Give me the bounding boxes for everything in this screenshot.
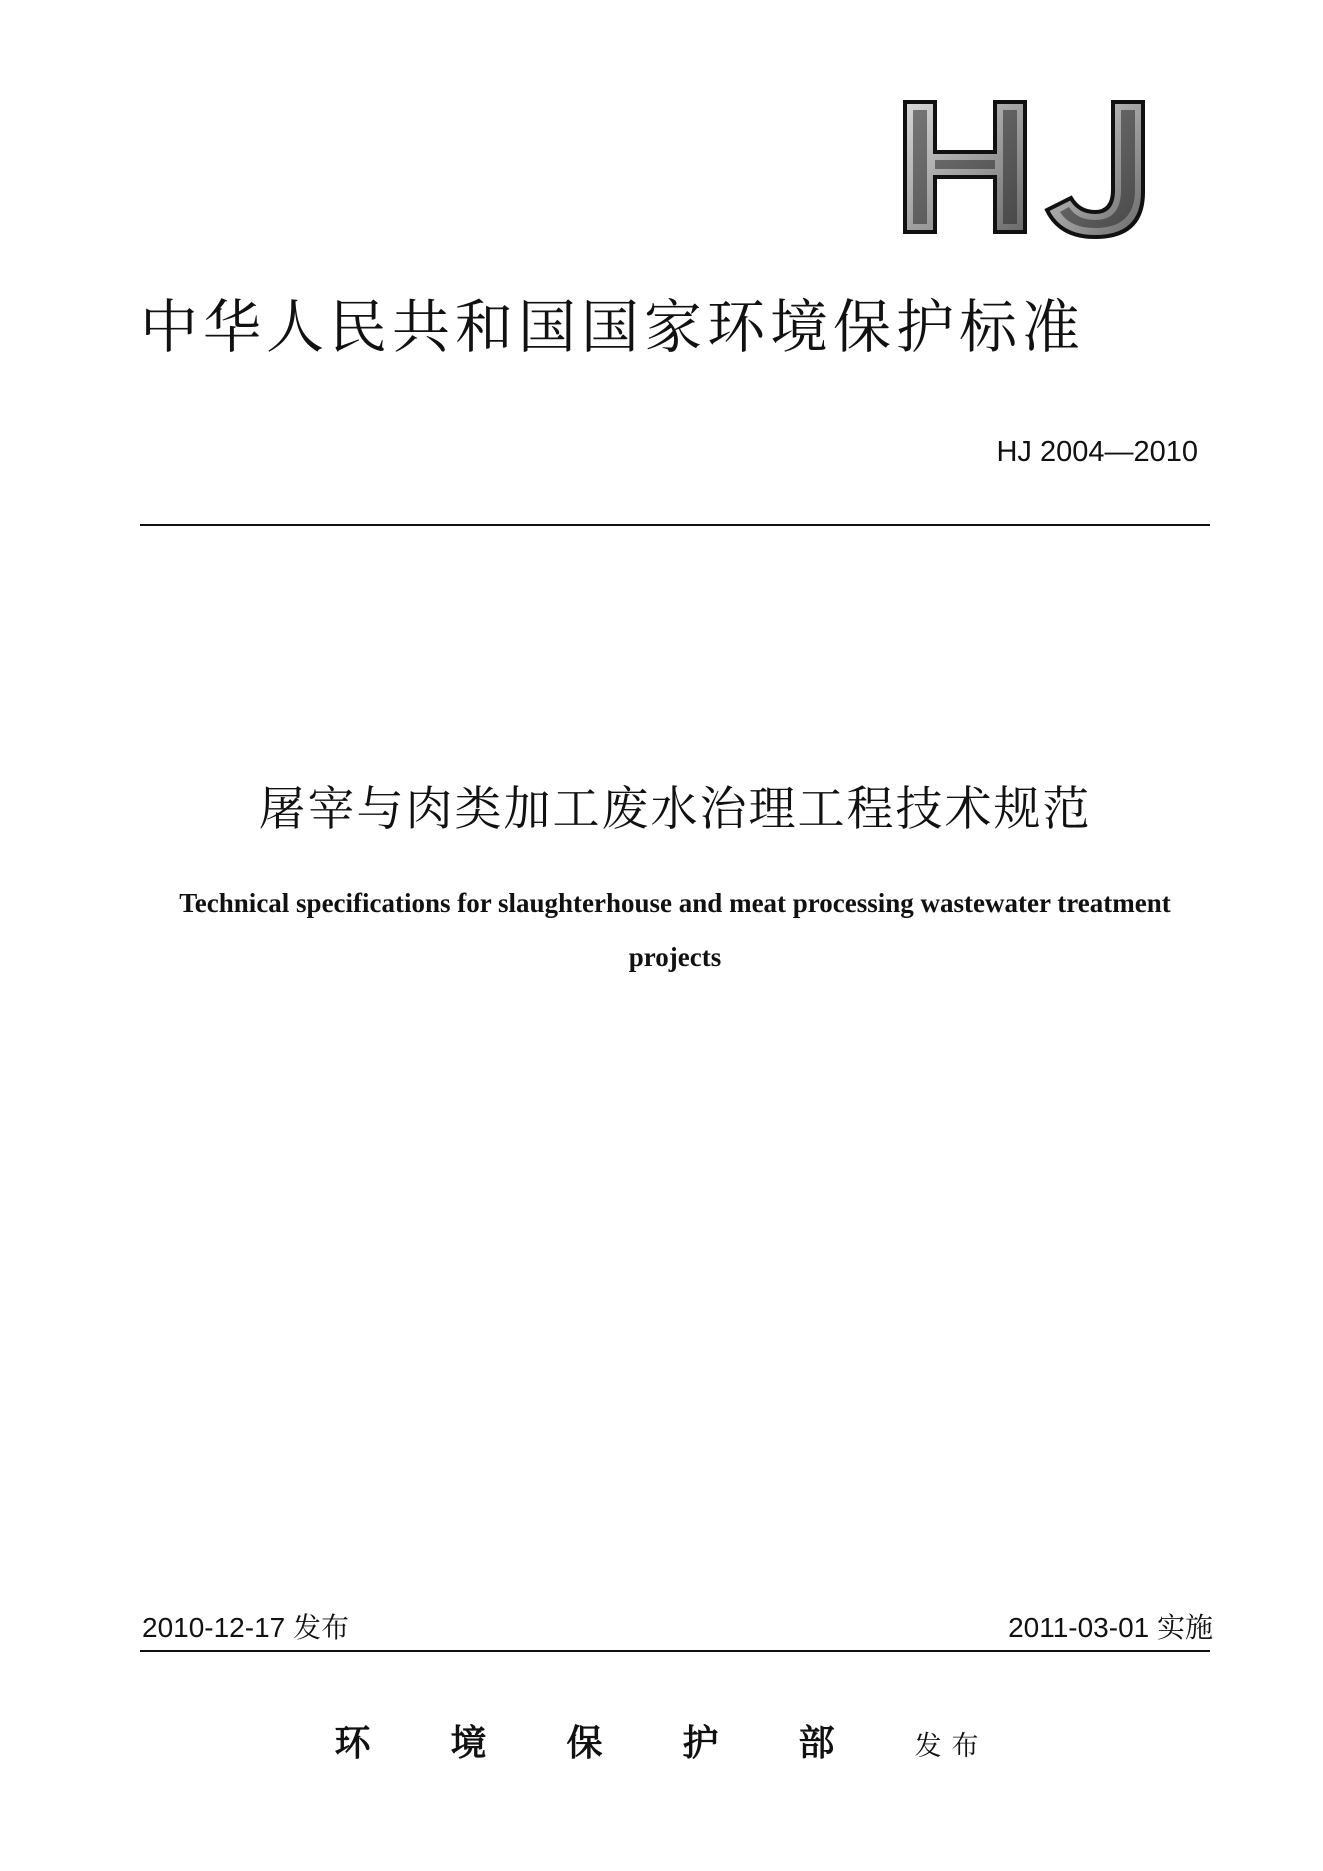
document-title-en: Technical specifications for slaughterhouse and meat processing wastewater treatment projects: [179, 888, 1171, 972]
effective-date: 2011-03-01 实施: [1008, 1612, 1213, 1643]
document-title-cn: 屠宰与肉类加工废水治理工程技术规范: [258, 782, 1092, 837]
publisher-line: [0, 1715, 1323, 1766]
standard-category-title: 中华人民共和国国家环境保护标准: [140, 293, 1086, 361]
publisher-action: 发布: [914, 1731, 989, 1762]
standard-number: HJ 2004—2010: [996, 436, 1198, 468]
issue-date: 2010-12-17 发布: [142, 1612, 350, 1643]
publisher-org: 环境保护部: [334, 1722, 915, 1764]
header-divider: [140, 524, 1210, 526]
hj-logo-icon: [895, 82, 1185, 247]
hj-logo: [895, 82, 1185, 247]
footer-divider: [140, 1650, 1210, 1652]
